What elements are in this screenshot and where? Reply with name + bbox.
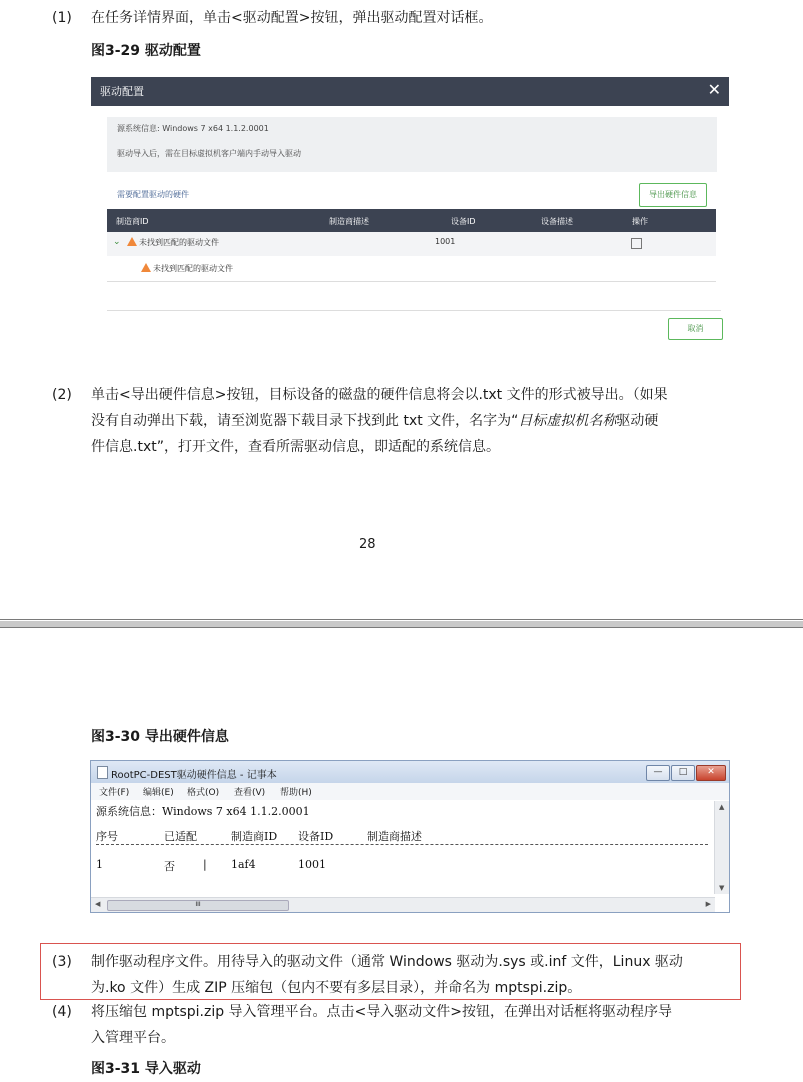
figure-3-31-title: 图3-31 导入驱动 <box>91 1061 201 1077</box>
export-hardware-info-button[interactable]: 导出硬件信息 <box>639 183 707 207</box>
step-2-line-3: 件信息.txt”，打开文件，查看所需驱动信息，即适配的系统信息。 <box>91 439 500 455</box>
col-operation: 操作 <box>632 217 648 226</box>
row-device-id: 1001 <box>435 237 456 246</box>
document-icon <box>97 766 108 779</box>
source-info-box <box>107 117 717 172</box>
step-2-text <box>91 382 741 460</box>
menu-file[interactable]: 文件(F) <box>99 788 130 798</box>
page-separator-bottom <box>0 627 803 628</box>
step-2-number: (2) <box>52 387 72 403</box>
notepad-text-area[interactable] <box>93 801 711 891</box>
figure-3-29-title: 图3-29 驱动配置 <box>91 43 201 59</box>
step-4-number: (4) <box>52 1004 72 1020</box>
col-vendor-id: 制造商ID <box>231 830 278 843</box>
step-4-line-2: 入管理平台。 <box>91 1030 175 1046</box>
source-system-line: 源系统信息：Windows 7 x64 1.1.2.0001 <box>96 805 310 818</box>
step-1-text: 在任务详情界面，单击<驱动配置>按钮，弹出驱动配置对话框。 <box>91 10 493 26</box>
page-number: 28 <box>359 537 376 552</box>
chevron-down-icon[interactable]: ⌄ <box>113 237 121 247</box>
cancel-button[interactable]: 取消 <box>668 318 723 340</box>
col-vendor-desc: 制造商描述 <box>367 830 422 843</box>
close-icon[interactable]: ✕ <box>696 765 726 781</box>
maximize-icon[interactable]: □ <box>671 765 695 781</box>
col-index: 序号 <box>96 830 118 843</box>
row-status <box>141 263 233 274</box>
col-device-id: 设备ID <box>451 217 476 226</box>
horizontal-scrollbar[interactable] <box>91 897 715 912</box>
minimize-icon[interactable]: — <box>646 765 670 781</box>
page-separator-top <box>0 619 803 620</box>
menu-help[interactable]: 帮助(H) <box>280 788 312 798</box>
scroll-down-icon[interactable]: ▼ <box>719 884 725 892</box>
driver-config-dialog <box>91 77 729 347</box>
notepad-title: RootPC-DEST驱动硬件信息 - 记事本 <box>111 770 277 781</box>
warning-icon <box>141 263 151 272</box>
hardware-needing-driver-label: 需要配置驱动的硬件 <box>117 190 189 199</box>
hardware-table-header <box>107 209 716 232</box>
scroll-right-icon[interactable]: ▶ <box>705 900 711 908</box>
close-icon[interactable]: ✕ <box>707 80 721 99</box>
step-2-line-2 <box>91 408 741 434</box>
col-adapted: 已适配 <box>164 830 197 843</box>
horizontal-scroll-thumb[interactable]: III <box>107 900 289 911</box>
step-2-line-1: 单击<导出硬件信息>按钮，目标设备的磁盘的硬件信息将会以.txt 文件的形式被导出。（如果 <box>91 387 668 403</box>
row-status-text: 未找到匹配的驱动文件 <box>139 238 219 247</box>
col-vendor-id: 制造商ID <box>116 217 149 226</box>
step-4-line-1: 将压缩包 mptspi.zip 导入管理平台。点击<导入驱动文件>按钮，在弹出对话框将驱动程序导 <box>91 1004 673 1020</box>
row-status <box>127 237 219 248</box>
edit-icon[interactable] <box>631 238 642 249</box>
notepad-titlebar <box>91 761 729 783</box>
step-3-line-2: 为.ko 文件）生成 ZIP 压缩包（包内不要有多层目录），并命名为 mptspi.zip。 <box>91 980 582 996</box>
target-vm-name-italic: 目标虚拟机名称 <box>518 413 617 429</box>
table-row[interactable] <box>107 232 716 256</box>
table-row <box>107 256 716 282</box>
driver-notice: 驱动导入后，需在目标虚拟机客户端内手动导入驱动 <box>117 149 301 158</box>
col-vendor-desc: 制造商描述 <box>329 217 369 226</box>
row-index: 1 <box>96 858 103 871</box>
step-3-number: (3) <box>52 954 72 970</box>
row-status-text: 未找到匹配的驱动文件 <box>153 264 233 273</box>
text-cursor: | <box>203 858 207 871</box>
notepad-menubar <box>91 783 729 800</box>
notepad-window <box>90 760 730 913</box>
step-4-text <box>91 999 741 1051</box>
step-3-text <box>91 949 741 1001</box>
step-2-line-2-a: 没有自动弹出下载，请至浏览器下载目录下找到此 txt 文件，名字为“ <box>91 413 519 429</box>
row-adapted: 否 <box>164 860 175 873</box>
dashed-separator <box>96 844 708 845</box>
col-device-id: 设备ID <box>298 830 334 843</box>
step-1-number: (1) <box>52 10 72 26</box>
source-system-info: 源系统信息: Windows 7 x64 1.1.2.0001 <box>117 124 269 133</box>
scroll-up-icon[interactable]: ▲ <box>719 803 725 811</box>
dialog-header <box>91 77 729 106</box>
warning-icon <box>127 237 137 246</box>
figure-3-30-title: 图3-30 导出硬件信息 <box>91 729 229 745</box>
row-device-id: 1001 <box>298 858 326 871</box>
dialog-divider <box>107 310 721 311</box>
dialog-title: 驱动配置 <box>100 85 144 98</box>
scroll-left-icon[interactable]: ◀ <box>95 900 101 908</box>
menu-edit[interactable]: 编辑(E) <box>143 788 174 798</box>
step-3-line-1: 制作驱动程序文件。用待导入的驱动文件（通常 Windows 驱动为.sys 或.inf 文件，Linux 驱动 <box>91 954 683 970</box>
menu-view[interactable]: 查看(V) <box>234 788 266 798</box>
vertical-scrollbar[interactable] <box>714 801 729 894</box>
row-vendor-id: 1af4 <box>231 858 256 871</box>
step-2-line-2-b: 驱动硬 <box>616 413 659 429</box>
menu-format[interactable]: 格式(O) <box>187 788 220 798</box>
col-device-desc: 设备描述 <box>541 217 573 226</box>
